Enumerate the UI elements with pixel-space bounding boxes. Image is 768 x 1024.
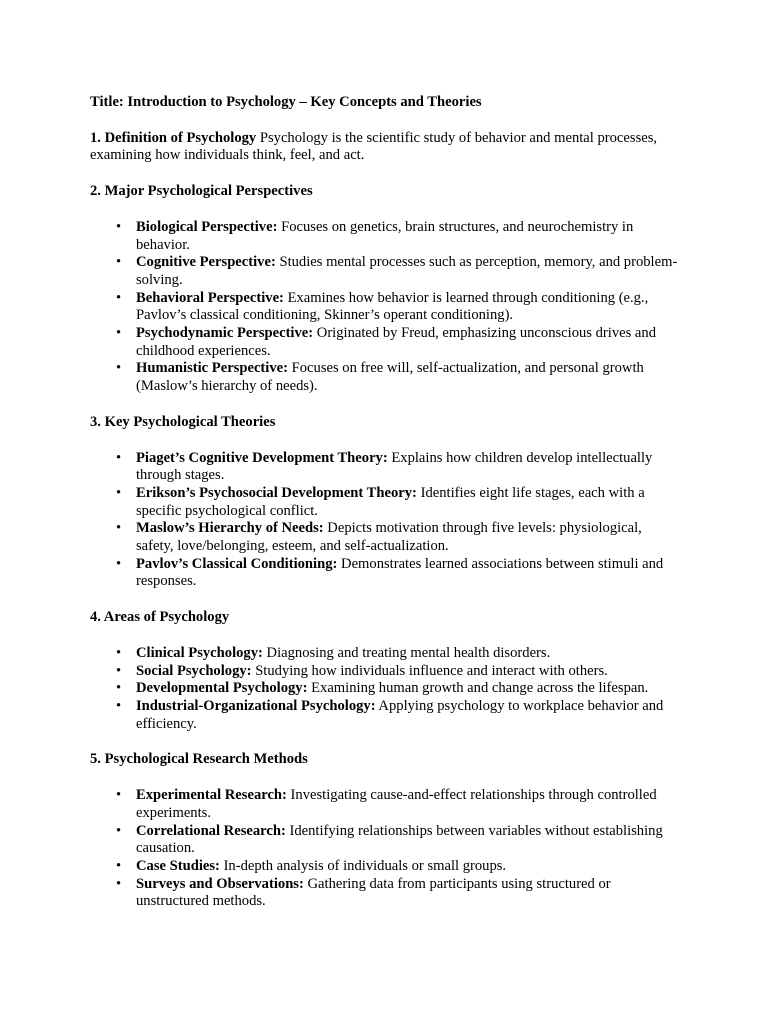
definition-heading: 1. Definition of Psychology <box>90 129 257 146</box>
bullet-list <box>90 645 678 734</box>
item-text: Demonstrates learned associations between stimuli and responses. <box>136 555 664 590</box>
section-heading: 4. Areas of Psychology <box>90 609 230 626</box>
item-text: Investigating cause-and-effect relationships through controlled experiments. <box>136 787 657 821</box>
item-term: Maslow’s Hierarchy of Needs: <box>136 520 324 537</box>
list-item <box>136 450 678 485</box>
item-text: Examines how behavior is learned through conditioning (e.g., Pavlov’s classical conditioning, Skinner’s operant conditioning). <box>136 289 649 324</box>
list-item <box>136 219 678 254</box>
item-term: Clinical Psychology: <box>136 644 263 661</box>
list-item <box>136 858 678 876</box>
item-text: Depicts motivation through five levels: physiological, safety, love/belonging, esteem, and self-actualization. <box>136 520 642 555</box>
item-text: Diagnosing and treating mental health disorders. <box>262 644 551 661</box>
item-term: Correlational Research: <box>136 822 286 839</box>
item-term: Cognitive Perspective: <box>136 254 276 271</box>
item-term: Pavlov’s Classical Conditioning: <box>136 555 338 572</box>
list-item <box>136 556 678 591</box>
section-perspectives <box>90 183 678 396</box>
item-term: Industrial-Organizational Psychology: <box>136 697 376 714</box>
section-research-methods <box>90 751 678 911</box>
item-term: Case Studies: <box>136 857 220 874</box>
item-term: Behavioral Perspective: <box>136 289 284 306</box>
item-text: Identifies eight life stages, each with a specific psychological conflict. <box>136 484 645 519</box>
item-term: Developmental Psychology: <box>136 680 308 697</box>
item-text: Gathering data from participants using structured or unstructured methods. <box>136 875 611 910</box>
item-text: Originated by Freud, emphasizing unconscious drives and childhood experiences. <box>136 325 657 359</box>
item-text: Focuses on free will, self-actualization, and personal growth (Maslow’s hierarchy of needs). <box>136 360 644 395</box>
list-item <box>136 663 678 681</box>
section-theories <box>90 414 678 591</box>
list-item <box>136 325 678 360</box>
item-term: Social Psychology: <box>136 662 252 679</box>
item-term: Surveys and Observations: <box>136 875 304 892</box>
item-text: Applying psychology to workplace behavior and efficiency. <box>136 697 664 732</box>
list-item <box>136 290 678 325</box>
item-text: Examining human growth and change across the lifespan. <box>307 680 649 697</box>
list-item <box>136 485 678 520</box>
bullet-list <box>90 787 678 911</box>
item-text: Studies mental processes such as perception, memory, and problem-solving. <box>136 254 678 288</box>
section-areas <box>90 609 678 733</box>
item-term: Psychodynamic Perspective: <box>136 325 314 342</box>
list-item <box>136 254 678 289</box>
item-term: Biological Perspective: <box>136 218 278 235</box>
item-term: Piaget’s Cognitive Development Theory: <box>136 449 388 466</box>
section-heading: 2. Major Psychological Perspectives <box>90 183 313 200</box>
list-item <box>136 823 678 858</box>
section-heading: 3. Key Psychological Theories <box>90 413 276 430</box>
item-text: Identifying relationships between variables without establishing causation. <box>136 822 663 857</box>
list-item <box>136 520 678 555</box>
item-term: Erikson’s Psychosocial Development Theory: <box>136 484 417 501</box>
item-text: Focuses on genetics, brain structures, and neurochemistry in behavior. <box>136 218 634 253</box>
document-title: Title: Introduction to Psychology – Key Concepts and Theories <box>90 94 482 110</box>
item-text: Studying how individuals influence and interact with others. <box>251 662 608 679</box>
list-item <box>136 876 678 911</box>
list-item <box>136 787 678 822</box>
list-item <box>136 360 678 395</box>
bullet-list <box>90 219 678 396</box>
item-term: Humanistic Perspective: <box>136 360 288 377</box>
item-term: Experimental Research: <box>136 787 287 804</box>
list-item <box>136 680 678 698</box>
definition-text: Psychology is the scientific study of behavior and mental processes, examining how individuals think, feel, and act. <box>90 129 658 164</box>
list-item <box>136 645 678 663</box>
definition-paragraph <box>90 130 678 165</box>
item-text: In-depth analysis of individuals or small groups. <box>219 857 507 874</box>
bullet-list <box>90 450 678 592</box>
section-heading: 5. Psychological Research Methods <box>90 751 308 768</box>
list-item <box>136 698 678 733</box>
item-text: Explains how children develop intellectually through stages. <box>136 449 653 484</box>
